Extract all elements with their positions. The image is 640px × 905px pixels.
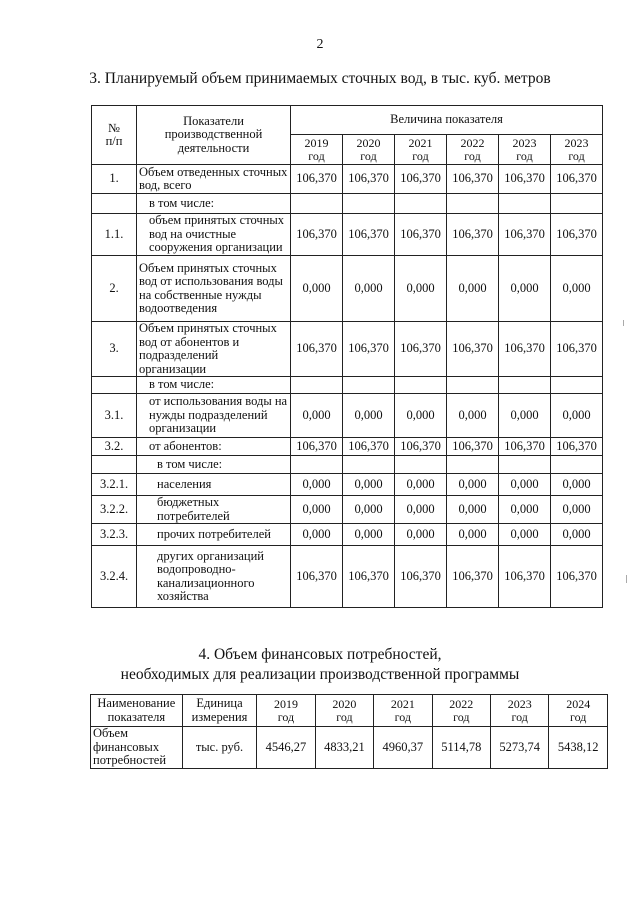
value-cell: 106,370 — [551, 322, 603, 377]
value-cell: 106,370 — [343, 322, 395, 377]
value-cell: 106,370 — [447, 438, 499, 456]
table-row — [92, 546, 603, 608]
header-unit: Единица измерения — [182, 695, 257, 727]
row-number — [92, 377, 137, 394]
row-label: прочих потребителей — [137, 524, 291, 546]
value-cell: 106,370 — [551, 214, 603, 256]
header-year: 2022 год — [432, 695, 490, 727]
row-label: населения — [137, 474, 291, 496]
row-label: Объем принятых сточных вод от использования воды на собственные нужды водоотведения — [137, 256, 291, 322]
value-cell: 0,000 — [291, 256, 343, 322]
value-cell: 106,370 — [499, 165, 551, 194]
row-number — [92, 456, 137, 474]
value-cell — [343, 377, 395, 394]
value-cell: 106,370 — [343, 165, 395, 194]
header-year: 2021 год — [395, 135, 447, 165]
row-number: 3.1. — [92, 394, 137, 438]
value-cell: 0,000 — [499, 524, 551, 546]
value-cell: 0,000 — [343, 256, 395, 322]
row-number: 3. — [92, 322, 137, 377]
value-cell — [499, 377, 551, 394]
value-cell: 106,370 — [291, 322, 343, 377]
value-cell — [395, 194, 447, 214]
value-cell: 0,000 — [291, 474, 343, 496]
row-number: 3.2.1. — [92, 474, 137, 496]
row-number: 1.1. — [92, 214, 137, 256]
header-year: 2020 год — [343, 135, 395, 165]
value-cell: 106,370 — [499, 322, 551, 377]
value-cell: 0,000 — [343, 496, 395, 524]
section-4-title: 4. Объем финансовых потребностей, необходимых для реализации производственной программы — [120, 646, 520, 683]
value-cell: 106,370 — [447, 165, 499, 194]
value-cell: 0,000 — [395, 394, 447, 438]
value-cell: 106,370 — [395, 165, 447, 194]
table-row — [92, 377, 603, 394]
value-cell: 0,000 — [447, 474, 499, 496]
value-cell: 0,000 — [447, 524, 499, 546]
row-label: Объем принятых сточных вод от абонентов и подразделений организации — [137, 322, 291, 377]
value-cell — [551, 377, 603, 394]
value-cell: 0,000 — [499, 474, 551, 496]
value-cell: 106,370 — [291, 214, 343, 256]
value-cell: 0,000 — [447, 256, 499, 322]
section-3-title: 3. Планируемый объем принимаемых сточных вод, в тыс. куб. метров — [89, 70, 551, 87]
value-cell: 0,000 — [343, 524, 395, 546]
row-label: от абонентов: — [137, 438, 291, 456]
header-year: 2023 год — [551, 135, 603, 165]
value-cell — [447, 456, 499, 474]
value-cell: 0,000 — [499, 256, 551, 322]
header-name: Наименование показателя — [91, 695, 183, 727]
row-number — [92, 194, 137, 214]
financial-needs-table — [90, 694, 608, 769]
value-cell — [551, 456, 603, 474]
page-number: 2 — [316, 37, 324, 52]
value-cell: 0,000 — [395, 256, 447, 322]
row-label: от использования воды на нужды подразделений организации — [137, 394, 291, 438]
header-year: 2019 год — [257, 695, 315, 727]
value-cell: 5114,78 — [432, 727, 490, 769]
value-cell: 0,000 — [395, 524, 447, 546]
value-cell: 106,370 — [551, 165, 603, 194]
header-year: 2023 год — [499, 135, 551, 165]
value-cell: 106,370 — [343, 438, 395, 456]
value-cell: 106,370 — [499, 546, 551, 608]
row-number: 3.2.4. — [92, 546, 137, 608]
value-cell: 0,000 — [551, 256, 603, 322]
value-cell: 0,000 — [447, 394, 499, 438]
value-cell — [447, 194, 499, 214]
scan-mark — [623, 320, 624, 326]
value-cell: 106,370 — [343, 214, 395, 256]
header-year: 2022 год — [447, 135, 499, 165]
value-cell: 0,000 — [395, 474, 447, 496]
value-cell: 0,000 — [551, 524, 603, 546]
value-cell: 106,370 — [447, 322, 499, 377]
value-cell: 0,000 — [551, 394, 603, 438]
wastewater-volume-table — [91, 105, 603, 608]
table-row — [92, 474, 603, 496]
value-cell: 106,370 — [499, 214, 551, 256]
header-year: 2020 год — [315, 695, 373, 727]
table-row — [92, 438, 603, 456]
value-cell: 0,000 — [551, 474, 603, 496]
row-number: 1. — [92, 165, 137, 194]
row-label: в том числе: — [137, 456, 291, 474]
row-label: в том числе: — [137, 377, 291, 394]
row-label: других организаций водопроводно-канализационного хозяйства — [137, 546, 291, 608]
value-cell — [291, 456, 343, 474]
header-value-group: Величина показателя — [291, 106, 603, 135]
table-row — [92, 456, 603, 474]
row-label: объем принятых сточных вод на очистные сооружения организации — [137, 214, 291, 256]
table-row — [92, 496, 603, 524]
value-cell: 106,370 — [291, 438, 343, 456]
value-cell: 106,370 — [447, 214, 499, 256]
value-cell: 106,370 — [499, 438, 551, 456]
value-cell: 4833,21 — [315, 727, 373, 769]
row-label: в том числе: — [137, 194, 291, 214]
value-cell: 106,370 — [395, 546, 447, 608]
table-row — [92, 194, 603, 214]
value-cell — [291, 377, 343, 394]
value-cell: 0,000 — [291, 496, 343, 524]
value-cell: 4546,27 — [257, 727, 315, 769]
value-cell — [291, 194, 343, 214]
value-cell: 0,000 — [395, 496, 447, 524]
table-row — [92, 322, 603, 377]
table-row — [92, 524, 603, 546]
header-row-number: № п/п — [92, 106, 137, 165]
value-cell: 0,000 — [343, 394, 395, 438]
value-cell: 5273,74 — [491, 727, 549, 769]
value-cell: 4960,37 — [374, 727, 432, 769]
value-cell — [343, 194, 395, 214]
row-unit: тыс. руб. — [182, 727, 257, 769]
row-name: Объем финансовых потребностей — [91, 727, 183, 769]
value-cell: 106,370 — [395, 438, 447, 456]
value-cell — [499, 456, 551, 474]
value-cell: 5438,12 — [549, 727, 608, 769]
row-number: 2. — [92, 256, 137, 322]
value-cell — [395, 377, 447, 394]
value-cell: 106,370 — [395, 322, 447, 377]
value-cell — [343, 456, 395, 474]
value-cell: 106,370 — [343, 546, 395, 608]
value-cell — [395, 456, 447, 474]
value-cell — [499, 194, 551, 214]
value-cell: 0,000 — [291, 394, 343, 438]
value-cell: 0,000 — [343, 474, 395, 496]
value-cell: 0,000 — [499, 496, 551, 524]
value-cell — [447, 377, 499, 394]
row-label: Объем отведенных сточных вод, всего — [137, 165, 291, 194]
row-number: 3.2.3. — [92, 524, 137, 546]
header-year: 2021 год — [374, 695, 432, 727]
row-label: бюджетных потребителей — [137, 496, 291, 524]
table-row — [92, 256, 603, 322]
value-cell: 106,370 — [291, 165, 343, 194]
value-cell: 106,370 — [291, 546, 343, 608]
table-row — [92, 394, 603, 438]
header-year: 2019 год — [291, 135, 343, 165]
value-cell: 0,000 — [447, 496, 499, 524]
value-cell: 106,370 — [551, 546, 603, 608]
header-indicator: Показатели производственной деятельности — [137, 106, 291, 165]
header-year: 2023 год — [491, 695, 549, 727]
value-cell: 0,000 — [551, 496, 603, 524]
table-row — [92, 165, 603, 194]
header-year: 2024 год — [549, 695, 608, 727]
value-cell: 0,000 — [499, 394, 551, 438]
table-row — [92, 214, 603, 256]
scan-mark — [626, 575, 627, 583]
value-cell — [551, 194, 603, 214]
value-cell: 0,000 — [291, 524, 343, 546]
value-cell: 106,370 — [395, 214, 447, 256]
row-number: 3.2.2. — [92, 496, 137, 524]
value-cell: 106,370 — [551, 438, 603, 456]
value-cell: 106,370 — [447, 546, 499, 608]
row-number: 3.2. — [92, 438, 137, 456]
